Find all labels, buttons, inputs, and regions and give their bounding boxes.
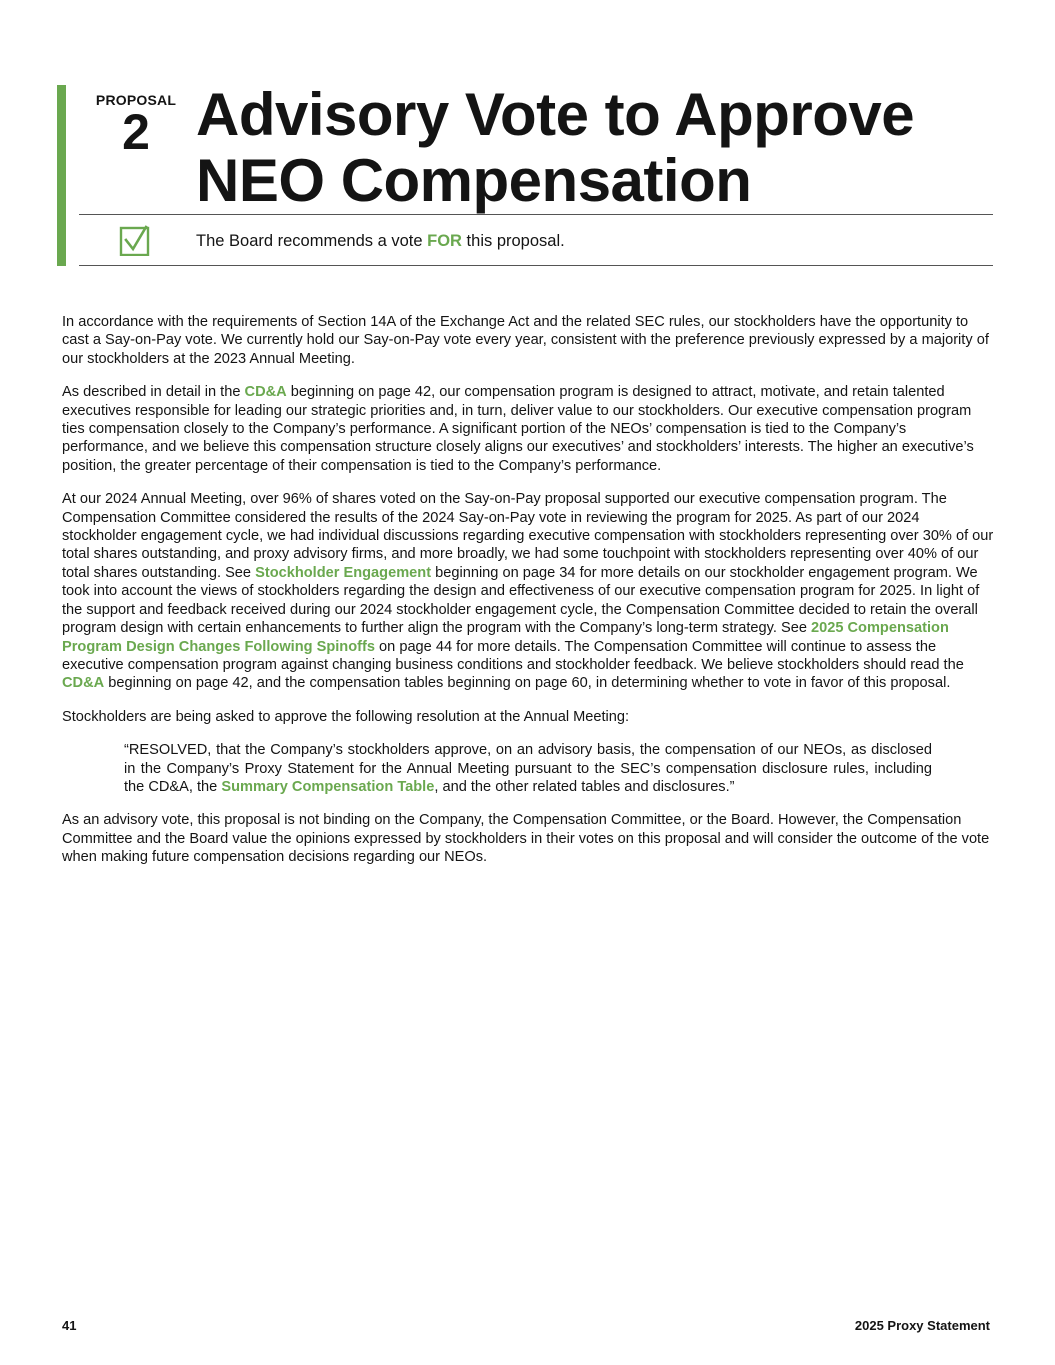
document-title: 2025 Proxy Statement — [854, 1318, 990, 1333]
proposal-label: PROPOSAL — [95, 92, 177, 108]
cda-link[interactable]: CD&A — [244, 384, 287, 401]
recommendation-text-end: this proposal. — [461, 232, 565, 250]
text: on page 44 for more details. The Compensation Committee will continue to assess the executive compensation program against changing business conditions and stockholder feedback. We believe stockholders should read the — [62, 638, 964, 673]
paragraph-compensation-program — [62, 383, 994, 475]
stockholder-engagement-link[interactable]: Stockholder Engagement — [255, 564, 432, 581]
paragraph-advisory-note: As an advisory vote, this proposal is not binding on the Company, the Compensation Committee, or the Board. However, the Compensation Committee and the Board value the opinions expressed by stockholders in their votes on this proposal and will consider the outcome of the vote when making future compensation decisions regarding our NEOs. — [62, 812, 990, 866]
proposal-body — [62, 313, 994, 882]
text: beginning on page 34 for more details on our stockholder engagement program. We took into account the views of stockholders regarding the design and effectiveness of our executive compensation program for 2025. In light of the support and feedback received during our 2024 stockholder engagement cycle, the Compensation Committee decided to retain the overall program design with certain enhancements to further align the program with the Company’s long-term strategy. See — [62, 564, 980, 637]
resolution-quote — [124, 741, 932, 796]
recommendation-text: The Board recommends a vote — [196, 232, 428, 250]
page-title: Advisory Vote to Approve NEO Compensation — [196, 81, 915, 214]
paragraph-resolution-intro: Stockholders are being asked to approve the following resolution at the Annual Meeting: — [62, 708, 630, 725]
paragraph-engagement — [62, 490, 994, 692]
text: “RESOLVED, that the Company’s stockholders approve, on an advisory basis, the compensation of our NEOs, as disclosed in the Company’s Proxy Statement for the Annual Meeting pursuant to the SEC’s compensation disclosure rules, including the CD&A, the — [124, 742, 932, 795]
text: At our 2024 Annual Meeting, over 96% of shares voted on the Say-on-Pay proposal supported our executive compensation program. The Compensation Committee considered the results of the 2024 Say-on-Pay vote in reviewing the program for 2025. As part of our 2024 stockholder engagement cycle, we had individual discussions regarding executive compensation with stockholders representing over 30% of our total shares outstanding, and proxy advisory firms, and more broadly, we had some touchpoint with stockholders representing over 40% of our total shares outstanding. See — [62, 491, 994, 581]
summary-compensation-table-link[interactable]: Summary Compensation Table — [221, 778, 435, 795]
board-recommendation — [196, 230, 565, 252]
text: beginning on page 42, our compensation program is designed to attract, motivate, and retain talented executives responsible for leading our strategic priorities and, in turn, deliver value to our stockholders. Our executive compensation program ties compensation closely to the Company’s performance. A significant portion of the NEOs’ compensation is tied to the Company’s performance, and we believe this compensation structure closely aligns our executives’ and stockholders’ interests. The higher an executive’s position, the greater percentage of their compensation is tied to the Company’s performance. — [62, 384, 974, 474]
program-design-changes-link[interactable]: 2025 Compensation Program Design Changes Following Spinoffs — [62, 620, 949, 655]
text: , and the other related tables and disclosures.” — [434, 778, 735, 795]
paragraph-say-on-pay: In accordance with the requirements of Section 14A of the Exchange Act and the related SEC rules, our stockholders have the opportunity to cast a Say-on-Pay vote. We currently hold our Say-on-Pay vote every year, consistent with the preference previously expressed by a majority of our stockholders at the 2023 Annual Meeting. — [62, 314, 989, 367]
proposal-number: 2 — [122, 104, 150, 160]
proposal-badge — [88, 92, 184, 160]
cda-link-2[interactable]: CD&A — [62, 675, 105, 692]
checkbox-check-icon — [119, 224, 151, 256]
divider-bottom — [79, 265, 993, 266]
text: As described in detail in the — [62, 384, 245, 401]
text: beginning on page 42, and the compensation tables beginning on page 60, in determining whether to vote in favor of this proposal. — [104, 675, 951, 692]
page-number: 41 — [62, 1318, 77, 1333]
vote-for-highlight: FOR — [427, 232, 462, 250]
divider-top — [79, 214, 993, 215]
accent-bar — [57, 85, 66, 266]
